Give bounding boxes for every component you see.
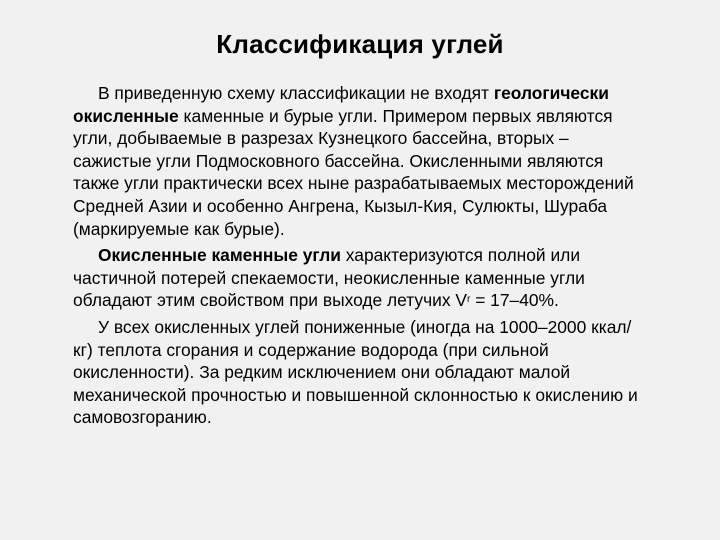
- paragraph-text: каменные и бурые угли. Примером первых являются угли, добываемые в разрезах Кузнецкого бассейна, вторых – сажистые угли Подмосковного бассейна. Окисленными являются также угли практически всех ныне разрабатываемых месторождений Средней Азии и особенно Ангрена, Кызыл-Кия, Сулюкты, Шураба (маркируемые как бурые).: [73, 105, 634, 239]
- paragraph-text: = 17–40%.: [470, 290, 559, 311]
- paragraph-oxidized-hard-coals: [73, 244, 651, 312]
- bold-term: геологически окисленные: [73, 83, 609, 126]
- paragraph-text: характеризуются полной или частичной потерей спекаемости, неокисленные каменные угли обладают этим свойством при выходе летучих: [73, 245, 585, 311]
- volatile-symbol: V: [455, 290, 468, 311]
- slide-title: Классификация углей: [216, 29, 504, 59]
- paragraph-properties: У всех окисленных углей пониженные (иногда на 1000–2000 ккал/кг) теплота сгорания и содержание водорода (при сильной окисленности). За редким исключением они обладают малой механической прочностью и повышенной склонностью к окислению и самовозгоранию.: [73, 316, 638, 428]
- bold-term: Окисленные каменные угли: [98, 245, 341, 266]
- volatile-superscript: r: [467, 294, 471, 306]
- slide-body: [73, 82, 651, 433]
- paragraph-text: В приведенную схему классификации не входят: [98, 83, 494, 103]
- paragraph-oxidized-coals: [73, 82, 651, 240]
